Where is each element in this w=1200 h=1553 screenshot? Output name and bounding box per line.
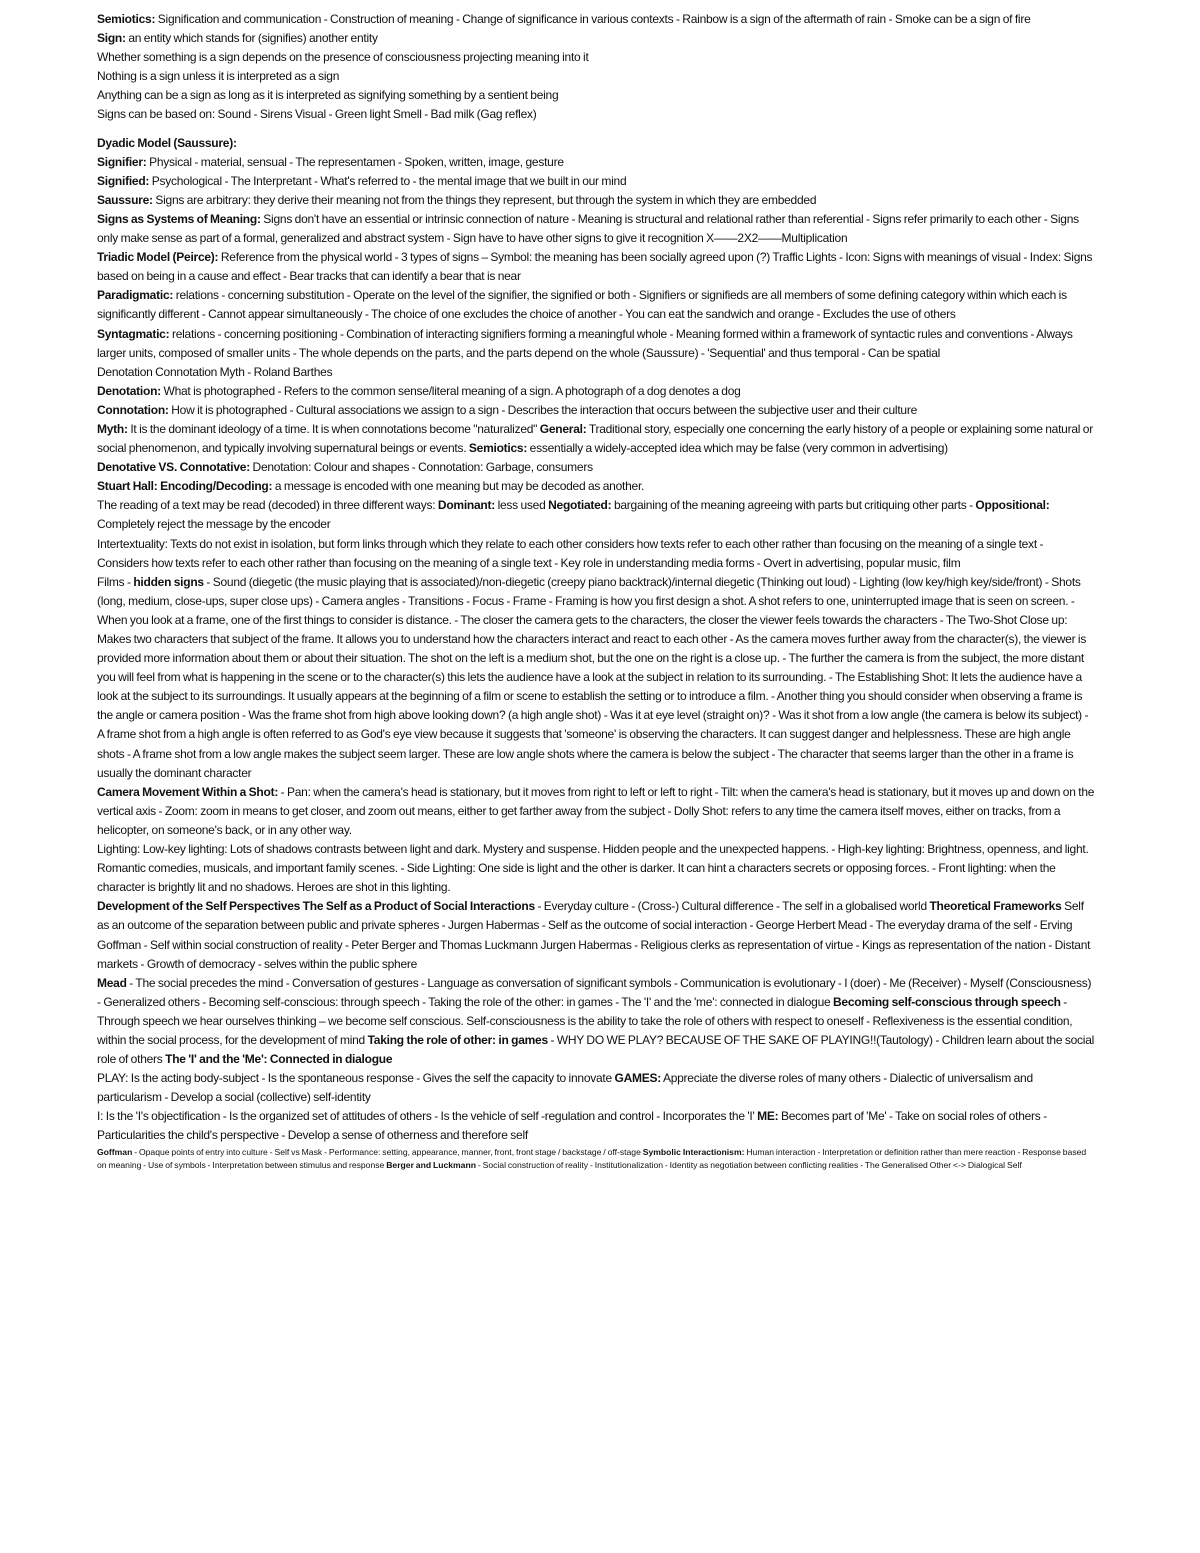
bold-term: Semiotics: bbox=[468, 441, 528, 456]
text-run: less used bbox=[494, 498, 549, 513]
paragraph-systems-of-meaning bbox=[97, 210, 1097, 248]
paragraph-signified bbox=[97, 172, 1097, 191]
bold-term: General: bbox=[539, 421, 587, 436]
text-run: Reference from the physical world - 3 types of signs – Symbol: the meaning has been socially agreed upon (?) Traffic Lights - Icon: Signs with meanings of visual - Index: Signs based on being in a cause and effect - Bear tracks that can identify a bear that is near bbox=[97, 250, 1093, 284]
bold-term: Camera Movement Within a Shot: bbox=[97, 784, 279, 799]
text-run: Self as an outcome of the separation between public and private spheres - Jurgen Habermas - Self as the outcome of social interaction - George Herbert Mead - The everyday drama of the self - Erving Goffman - Self within social construction of reality - Peter Berger and Thomas Luckmann Jurgen Habermas - Religious clerks as representation of virtue - Kings as representation of the nation - Distant markets - Growth of democracy - selves within the public sphere bbox=[97, 899, 1091, 971]
heading-dyadic-model bbox=[97, 134, 1097, 153]
paragraph-sign bbox=[97, 29, 1097, 48]
bold-term: Dyadic Model (Saussure): bbox=[97, 135, 237, 150]
bold-term: Sign: bbox=[97, 31, 126, 46]
text-run: - Pan: when the camera's head is stationary, but it moves from right to left or left to right - Tilt: when the camera's head is stationary, but it moves up and down on the vertical axis - Zoom: zoom in means to get closer, and zoom out means, either to get farther away from the subject - Dolly Shot: refers to any time the camera itself moves, either on tracks, from a helicopter, on someone's back, or in any other way. bbox=[97, 784, 1095, 837]
bold-term: Symbolic Interactionism: bbox=[642, 1146, 745, 1157]
bold-term: Taking the role of other: in games bbox=[367, 1032, 548, 1047]
paragraph-paradigmatic bbox=[97, 286, 1097, 324]
bold-term: Becoming self-conscious through speech bbox=[833, 994, 1061, 1009]
text-run: essentially a widely-accepted idea which may be false (very common in advertising) bbox=[527, 441, 948, 456]
text-run: Nothing is a sign unless it is interpreted as a sign bbox=[97, 69, 340, 84]
bold-term: Development of the Self Perspectives The Self as a Product of Social Interactions bbox=[97, 899, 535, 914]
text-run: Signification and communication - Construction of meaning - Change of significance in various contexts - Rainbow is a sign of the aftermath of rain - Smoke can be a sign of fire bbox=[155, 12, 1031, 26]
paragraph-barthes bbox=[97, 363, 1097, 382]
text-run: PLAY: Is the acting body-subject - Is the spontaneous response - Gives the self the capacity to innovate bbox=[97, 1071, 615, 1086]
text-run: How it is photographed - Cultural associations we assign to a sign - Describes the interaction that occurs between the subjective user and their culture bbox=[168, 402, 917, 417]
paragraph-consciousness bbox=[97, 48, 1097, 67]
bold-term: Dominant: bbox=[437, 498, 495, 513]
bold-term: Berger and Luckmann bbox=[386, 1160, 476, 1171]
text-run: What is photographed - Refers to the common sense/literal meaning of a sign. A photograph of a dog denotes a dog bbox=[160, 383, 741, 398]
text-run: The reading of a text may be read (decoded) in three different ways: bbox=[97, 498, 438, 513]
paragraph-play-games bbox=[97, 1069, 1097, 1107]
bold-term: Negotiated: bbox=[548, 498, 612, 513]
paragraph-mead bbox=[97, 974, 1097, 1069]
paragraph-sign-bases bbox=[97, 105, 1097, 124]
bold-term: GAMES: bbox=[614, 1071, 662, 1086]
document-page bbox=[97, 10, 1097, 1173]
text-run: Psychological - The Interpretant - What's referred to - the mental image that we built in our mind bbox=[149, 173, 627, 188]
bold-term: Myth: bbox=[97, 421, 128, 436]
bold-term: Oppositional: bbox=[975, 498, 1050, 513]
paragraph-goffman bbox=[97, 1146, 1097, 1173]
paragraph-self-perspectives bbox=[97, 897, 1097, 973]
bold-term: Denotation: bbox=[97, 383, 161, 398]
bold-term: Saussure: bbox=[97, 192, 153, 207]
text-run: Films - bbox=[97, 574, 134, 589]
paragraph-connotation bbox=[97, 401, 1097, 420]
paragraph-intertextuality bbox=[97, 535, 1097, 573]
bold-term: Semiotics: bbox=[97, 12, 156, 26]
paragraph-films bbox=[97, 573, 1097, 783]
text-run: - Through speech we hear ourselves thinking – we become self conscious. Self-consciousness is the ability to take the role of others with respect to oneself - Reflexiveness is the essential condition, within the social process, for the development of mind bbox=[97, 994, 1073, 1047]
paragraph-anything bbox=[97, 86, 1097, 105]
text-run: Becomes part of 'Me' - Take on social roles of others - Particularities the child's perspective - Develop a sense of otherness and therefore self bbox=[97, 1109, 1047, 1143]
text-run: relations - concerning substitution - Operate on the level of the signifier, the signified or both - Signifiers or signifieds are all members of some defining category within which each is significantly different - Cannot appear simultaneously - The choice of one excludes the choice of another - You can eat the sandwich and orange - Excludes the use of others bbox=[97, 288, 1067, 322]
text-run: - WHY DO WE PLAY? BECAUSE OF THE SAKE OF PLAYING!!(Tautology) - Children learn about the social role of others bbox=[97, 1032, 1095, 1067]
bold-term: Theoretical Frameworks bbox=[929, 899, 1062, 914]
paragraph-camera-movement bbox=[97, 783, 1097, 840]
paragraph-denotation bbox=[97, 382, 1097, 401]
paragraph-readings bbox=[97, 496, 1097, 534]
paragraph-i-me bbox=[97, 1107, 1097, 1145]
text-run: - The social precedes the mind - Conversation of gestures - Language as conversation of significant symbols - Communication is evolutionary - I (doer) - Me (Receiver) - Myself (Consciousness) - Generalized others - Becoming self-conscious: through speech - Taking the role of the other: in games - The 'I' and the 'me': connected in dialogue bbox=[97, 975, 1092, 1009]
paragraph-interpreted bbox=[97, 67, 1097, 86]
text-run: - Opaque points of entry into culture - Self vs Mask - Performance: setting, appearance, manner, front, front stage / backstage / off-stage bbox=[132, 1146, 643, 1157]
bold-term: Signified: bbox=[97, 173, 150, 188]
paragraph-signifier bbox=[97, 153, 1097, 172]
text-run: Signs are arbitrary: they derive their meaning not from the things they represent, but through the system in which they are embedded bbox=[152, 192, 817, 207]
text-run: - Everyday culture - (Cross-) Cultural difference - The self in a globalised world bbox=[534, 899, 930, 914]
paragraph-syntagmatic bbox=[97, 325, 1097, 363]
paragraph-semiotics bbox=[97, 10, 1097, 29]
bold-term: Signifier: bbox=[97, 154, 147, 169]
text-run: a message is encoded with one meaning but may be decoded as another. bbox=[272, 479, 645, 494]
paragraph-stuart-hall bbox=[97, 477, 1097, 496]
bold-term: Paradigmatic: bbox=[97, 288, 174, 303]
text-run: an entity which stands for (signifies) another entity bbox=[125, 31, 378, 46]
bold-term: Denotative VS. Connotative: bbox=[97, 460, 250, 475]
paragraph-saussure bbox=[97, 191, 1097, 210]
paragraph-denotative-vs-connotative bbox=[97, 458, 1097, 477]
text-run: - Social construction of reality - Institutionalization - Identity as negotiation between conflicting realities - The Generalised Other <-> Dialogical Self bbox=[475, 1160, 1022, 1171]
text-run: Human interaction - Interpretation or definition rather than mere reaction - Response based on meaning - Use of symbols - Interpretation between stimulus and response bbox=[97, 1146, 1087, 1171]
bold-term: The 'I' and the 'Me': Connected in dialogue bbox=[165, 1052, 393, 1067]
bold-term: hidden signs bbox=[133, 574, 204, 589]
text-run: It is the dominant ideology of a time. It is when connotations become "naturalized" bbox=[127, 421, 540, 436]
bold-term: Goffman bbox=[97, 1146, 133, 1157]
bold-term: ME: bbox=[757, 1109, 779, 1124]
text-run: Anything can be a sign as long as it is interpreted as signifying something by a sentient being bbox=[97, 88, 559, 103]
paragraph-myth bbox=[97, 420, 1097, 458]
text-run: Signs can be based on: Sound - Sirens Visual - Green light Smell - Bad milk (Gag reflex) bbox=[97, 107, 537, 122]
text-run: Intertextuality: Texts do not exist in isolation, but form links through which they relate to each other considers how texts refer to each other rather than focusing on the meaning of a single text - Considers how texts refer to each other rather than focusing on the meaning of a single text - Key role in understanding media forms - Overt in advertising, popular music, film bbox=[97, 536, 1044, 570]
bold-term: Signs as Systems of Meaning: bbox=[97, 211, 261, 226]
paragraph-triadic-model bbox=[97, 248, 1097, 286]
bold-term: Syntagmatic: bbox=[97, 326, 170, 341]
bold-term: Connotation: bbox=[97, 402, 169, 417]
text-run: relations - concerning positioning - Combination of interacting signifiers forming a meaningful whole - Meaning formed within a framework of syntactic rules and conventions - Always larger units, composed of smaller units - The whole depends on the parts, and the parts depend on the whole (Saussure) - 'Sequential' and thus temporal - Can be spatial bbox=[97, 326, 1073, 360]
text-run: Traditional story, especially one concerning the early history of a people or explaining some natural or social phenomenon, and typically involving supernatural beings or events. bbox=[97, 421, 1093, 456]
text-run: I: Is the 'I's objectification - Is the organized set of attitudes of others - Is the vehicle of self -regulation and control - Incorporates the 'I' bbox=[97, 1109, 758, 1124]
text-run: bargaining of the meaning agreeing with parts but critiquing other parts - bbox=[611, 498, 976, 513]
text-run: - Sound (diegetic (the music playing that is associated)/non-diegetic (creepy piano backtrack)/internal diegetic (Thinking out loud) - Lighting (low key/high key/side/front) - Shots (long, medium, close-ups, super close ups) - Camera angles - Transitions - Focus - Frame - Framing is how you first design a shot. A shot refers to one, uninterrupted image that is seen on screen. - When you look at a frame, one of the first things to consider is distance. - The closer the camera gets to the characters, the closer the viewer feels towards the characters - The Two-Shot Close up: Makes two characters that subject of the frame. It allows you to understand how the characters interact and react to each other - As the camera moves further away from the character(s), the viewer is provided more information about them or about their situation. The shot on the left is a medium shot, but the one on the right is a close up. - The further the camera is from the subject, the more distant you will feel from what is happening in the scene or to the character(s) this lets the audience have a look at the subject in relation to its surrounding. - The Establishing Shot: It lets the audience have a look at the subject to its surroundings. It usually appears at the beginning of a film or scene to establish the setting or to introduce a film. - Another thing you should consider when observing a frame is the angle or camera position - Was the frame shot from high above looking down? (a high angle shot) - Was it at eye level (straight on)? - Was it shot from a low angle (the camera is below its subject) - A frame shot from a high angle is often referred to as God's eye view because it suggests that 'someone' is observing the characters. It can suggest danger and helplessness. These are high angle shots - A frame shot from a low angle makes the subject seem larger. These are low angle shots where the camera is below the subject - The character that seems larger than the other in a frame is usually the dominant character bbox=[97, 574, 1089, 780]
text-run: Physical - material, sensual - The representamen - Spoken, written, image, gesture bbox=[146, 154, 564, 169]
text-run: Denotation Connotation Myth - Roland Barthes bbox=[97, 364, 333, 379]
paragraph-lighting bbox=[97, 840, 1097, 897]
text-run: Appreciate the diverse roles of many others - Dialectic of universalism and particularism - Develop a social (collective) self-identity bbox=[97, 1071, 1033, 1105]
text-run: Signs don't have an essential or intrinsic connection of nature - Meaning is structural and relational rather than referential - Signs refer primarily to each other - Signs only make sense as part of a formal, generalized and abstract system - Sign have to have other signs to give it recognition X——2X2——Multiplication bbox=[97, 211, 1079, 246]
bold-term: Triadic Model (Peirce): bbox=[97, 250, 219, 265]
bold-term: Stuart Hall: Encoding/Decoding: bbox=[97, 479, 273, 494]
text-run: Lighting: Low-key lighting: Lots of shadows contrasts between light and dark. Mystery and suspense. Hidden people and the unexpected happens. - High-key lighting: Brightness, openness, and light. Romantic comedies, musicals, and important family scenes. - Side Lighting: One side is light and the other is darker. It can hint a characters secrets or opposing forces. - Front lighting: when the character is brightly lit and no shadows. Heroes are shot in this lighting. bbox=[97, 842, 1089, 895]
bold-term: Mead bbox=[97, 975, 127, 990]
text-run: Completely reject the message by the encoder bbox=[97, 517, 331, 532]
text-run: Whether something is a sign depends on the presence of consciousness projecting meaning into it bbox=[97, 50, 589, 65]
text-run: Denotation: Colour and shapes - Connotation: Garbage, consumers bbox=[249, 460, 593, 475]
